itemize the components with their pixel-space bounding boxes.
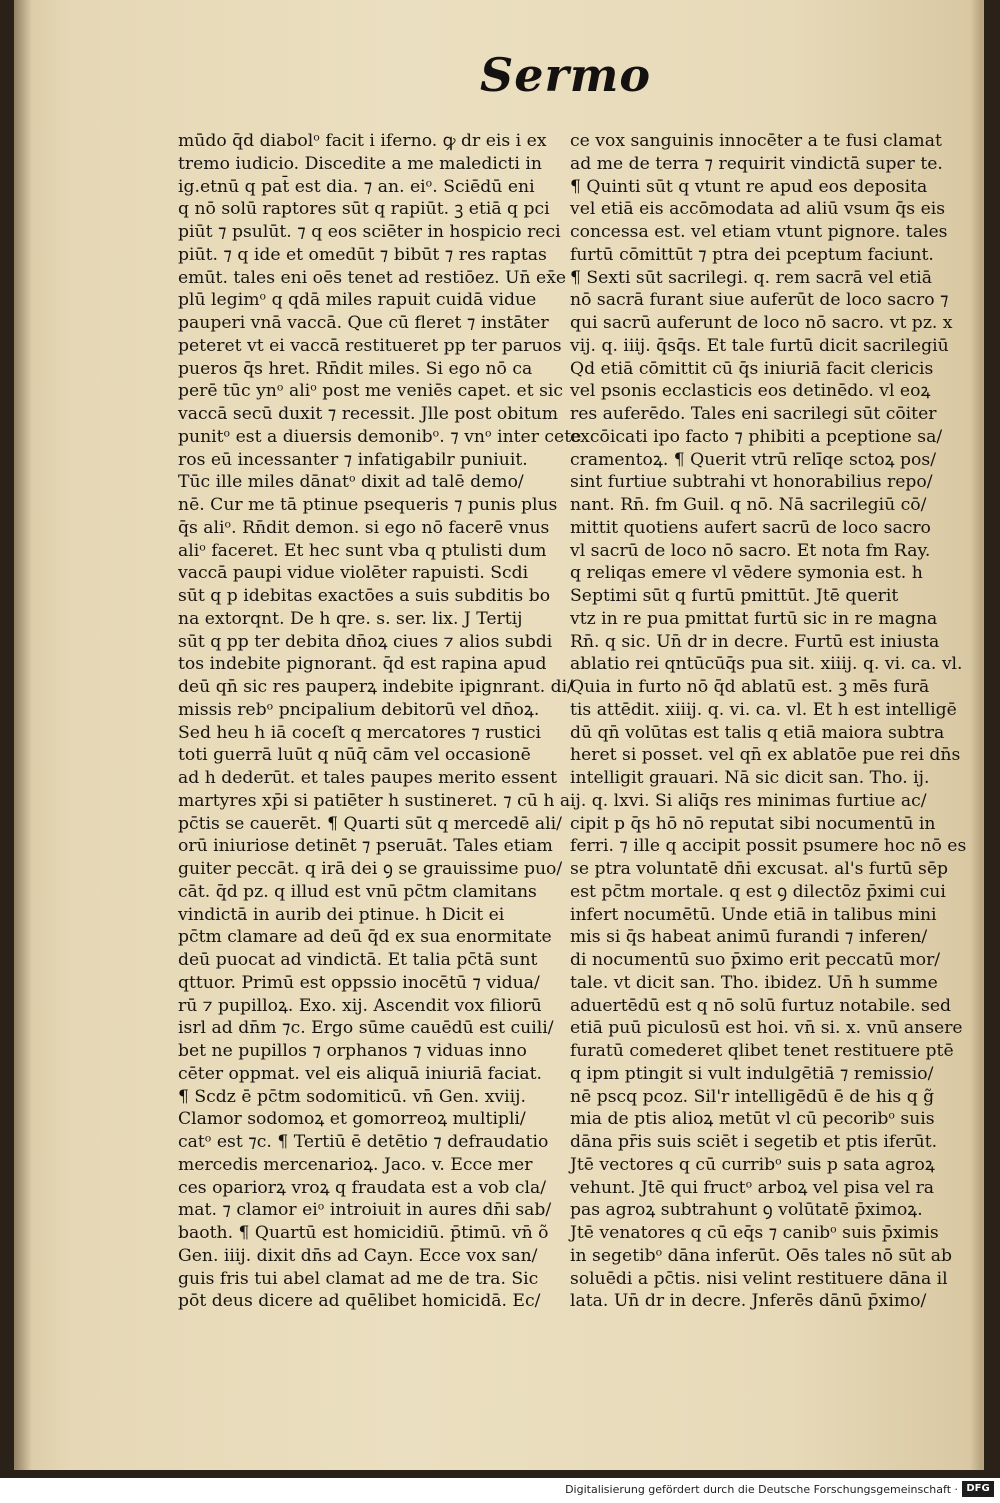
- text-line: pc̄tm clamare ad deū q̄d ex sua enormitate: [178, 927, 552, 948]
- text-line: excōicati ipo facto ⁊ phibiti a pceptione sa/: [570, 426, 943, 447]
- text-line: guiter peccāt. q irā dei ꝯ se grauissime puo/: [178, 859, 563, 879]
- text-line: Rn̄. q sic. Un̄ dr in decre. Furtū est iniusta: [570, 631, 940, 652]
- text-line: ij. q. lxvi. Si aliq̄s res minimas furtiue ac/: [570, 790, 927, 811]
- text-line: mia de ptis alioꝝ metūt vl cū pecoribᵒ suis: [570, 1109, 935, 1130]
- text-line: nē pscq pcoz. Sil'r intelligēdū ē de his q g̃: [570, 1086, 935, 1107]
- text-line: se ptra voluntatē dn̄i excusat. al's furtū sēp: [570, 859, 949, 879]
- text-line: tis attēdit. xiiij. q. vi. ca. vl. Et h est intelligē: [570, 699, 957, 720]
- text-line: cipit p q̄s hō nō reputat sibi nocumentū in: [570, 813, 936, 834]
- text-line: emūt. tales eni oēs tenet ad restiōez. Un̄ ex̄e: [178, 267, 567, 288]
- text-line: sint furtiue subtrahi vt honorabilius repo/: [570, 472, 933, 493]
- text-line: aliᵒ faceret. Et hec sunt vba q ptulisti dum: [178, 540, 547, 561]
- text-line: nant. Rn̄. fm Guil. q nō. Nā sacrilegiū cō/: [570, 495, 927, 515]
- text-line: orū iniuriose detinēt ⁊ pseruāt. Tales etiam: [178, 836, 553, 857]
- text-line: q̄s aliᵒ. Rn̄dit demon. si ego nō facerē vnus: [178, 517, 550, 538]
- text-line: piūt. ⁊ q ide et omedūt ⁊ bibūt ⁊ res raptas: [178, 244, 547, 265]
- text-line: bet ne pupillos ⁊ orphanos ⁊ viduas inno: [178, 1041, 527, 1061]
- text-line: ferri. ⁊ ille q accipit possit psumere hoc nō es: [570, 836, 967, 857]
- text-line: vtz in re pua pmittat furtū sic in re magna: [570, 608, 938, 629]
- text-line: tremo iudicio. Discedite a me maledicti in: [178, 153, 542, 174]
- text-line: ros eū incessanter ⁊ infatigabilr puniuit.: [178, 449, 528, 470]
- text-line: furatū comederet qlibet tenet restituere ptē: [570, 1041, 954, 1061]
- text-line: mercedis mercenarioꝝ. Jaco. v. Ecce mer: [178, 1154, 533, 1175]
- text-line: q nō solū raptores sūt q rapiūt. ꝫ etiā q pci: [178, 199, 550, 220]
- dfg-logo: DFG: [962, 1481, 994, 1497]
- text-line: baoth. ¶ Quartū est homicidiū. p̄timū. vn̄ õ: [178, 1223, 549, 1243]
- text-line: deū qn̄ sic res pauperꝝ indebite ipignrant. di/: [178, 677, 573, 697]
- text-line: plū legimᵒ q qdā miles rapuit cuidā vidue: [178, 290, 537, 311]
- text-line: dāna pr̄is suis sciēt i segetib et ptis iferūt.: [570, 1132, 938, 1152]
- text-line: nē. Cur me tā ptinue psequeris ⁊ punis plus: [178, 495, 558, 515]
- text-line: Gen. iiij. dixit dn̄s ad Cayn. Ecce vox san/: [178, 1245, 538, 1266]
- text-line: infert nocumētū. Unde etiā in talibus mini: [570, 904, 937, 925]
- text-line: Quia in furto nō q̄d ablatū est. ꝫ mēs furā: [570, 677, 930, 697]
- text-line: peteret vt ei vaccā restitueret pp ter paruos: [178, 335, 562, 356]
- text-line: ablatio rei qntūcūq̄s pua sit. xiiij. q. vi. ca. vl.: [570, 654, 963, 675]
- text-line: vindictā in aurib dei ptinue. h Dicit ei: [178, 904, 505, 925]
- text-line: martyres xp̄i si patiēter h sustineret. ⁊ cū h a: [178, 790, 571, 811]
- text-line: ¶ Scdz ē pc̄tm sodomiticū. vn̄ Gen. xviij.: [178, 1086, 526, 1107]
- text-line: vel etiā eis accōmodata ad aliū vsum q̄s eis: [570, 199, 946, 220]
- text-line: di nocumentū suo p̄ximo erit peccatū mor/: [570, 950, 941, 970]
- left-text-column: [178, 130, 582, 1313]
- text-line: furtū cōmittūt ⁊ ptra dei pceptum faciunt.: [570, 244, 934, 265]
- text-line: pueros q̄s hret. Rn̄dit miles. Si ego nō ca: [178, 358, 533, 379]
- text-line: cēter oppmat. vel eis aliquā iniuriā faciat.: [178, 1063, 543, 1084]
- text-line: q reliqas emere vl vēdere symonia est. h: [570, 563, 923, 584]
- text-line: concessa est. vel etiam vtunt pignore. tales: [570, 222, 948, 242]
- text-line: res auferēdo. Tales eni sacrilegi sūt cōiter: [570, 404, 937, 424]
- right-text-column: [570, 130, 967, 1313]
- text-line: in segetibᵒ dāna inferūt. Oēs tales nō sūt ab: [570, 1245, 952, 1266]
- text-line: ¶ Sexti sūt sacrilegi. q. rem sacrā vel etiā: [570, 267, 933, 288]
- text-line: Jtē vectores q cū curribᵒ suis p sata agroꝝ: [570, 1154, 935, 1175]
- text-line: ces opariorꝝ vroꝝ q fraudata est a vob cla/: [178, 1177, 547, 1198]
- text-line: heret si posset. vel qn̄ ex ablatōe pue rei dn̄s: [570, 745, 961, 766]
- text-line: vl sacrū de loco nō sacro. Et nota fm Ray.: [570, 540, 931, 561]
- running-head: Sermo: [480, 48, 652, 102]
- text-line: deū puocat ad vindictā. Et talia pc̄tā sunt: [178, 950, 538, 970]
- text-line: ad me de terra ⁊ requirit vindictā super te.: [570, 153, 943, 174]
- text-line: Septimi sūt q furtū pmittūt. Jtē querit: [570, 586, 899, 606]
- text-line: cāt. q̄d pz. q illud est vnū pc̄tm clamitans: [178, 881, 537, 902]
- text-line: perē tūc ynᵒ aliᵒ post me veniēs capet. et sic: [178, 381, 564, 402]
- text-line: vaccā paupi vidue violēter rapuisti. Scdi: [178, 563, 529, 584]
- text-line: etiā puū piculosū est hoi. vn̄ si. x. vnū ansere: [570, 1018, 963, 1039]
- text-line: punitᵒ est a diuersis demonibᵒ. ⁊ vnᵒ inter cete: [178, 426, 582, 447]
- text-line: piūt ⁊ psulūt. ⁊ q eos sciēter in hospicio reci: [178, 222, 561, 242]
- text-line: q ipm ptingit si vult indulgētiā ⁊ remissio/: [570, 1063, 934, 1084]
- text-line: Jtē venatores q cū eq̄s ⁊ canibᵒ suis p̄ximis: [570, 1223, 939, 1243]
- text-line: rū ⁊ pupilloꝝ. Exo. xij. Ascendit vox filiorū: [178, 995, 542, 1016]
- text-line: Qd etiā cōmittit cū q̄s iniuriā facit clericis: [570, 358, 934, 379]
- text-line: cramentoꝝ. ¶ Querit vtrū relīqe sctoꝝ pos/: [570, 449, 937, 470]
- text-line: missis rebᵒ pncipalium debitorū vel dn̄oꝝ.: [178, 699, 540, 720]
- text-line: aduertēdū est q nō solū furtuz notabile. sed: [570, 995, 952, 1016]
- spine-shadow: [14, 0, 32, 1470]
- text-line: vij. q. iiij. q̄sq̄s. Et tale furtū dicit sacrilegiū: [570, 335, 949, 356]
- text-line: sūt q p idebitas exactōes a suis subditis bo: [178, 586, 551, 606]
- text-line: toti guerrā luūt q nūq̄ cām vel occasionē: [178, 745, 531, 766]
- text-line: nō sacrā furant siue auferūt de loco sacro ⁊: [570, 290, 949, 311]
- text-line: est pc̄tm mortale. q est ꝯ dilectōz p̄ximi cui: [570, 881, 946, 902]
- text-line: mūdo q̄d diabolᵒ facit i iferno. ꝙ dr eis i ex: [178, 131, 547, 151]
- text-line: vel psonis ecclasticis eos detinēdo. vl eoꝝ: [570, 381, 931, 402]
- text-line: Tūc ille miles dānatᵒ dixit ad talē demo/: [178, 472, 524, 493]
- text-line: qui sacrū auferunt de loco nō sacro. vt pz. x: [570, 313, 953, 333]
- text-line: isrl ad dn̄m ⁊c. Ergo sūme cauēdū est cuili/: [178, 1018, 554, 1039]
- text-line: soluēdi a pc̄tis. nisi velint restituere dāna il: [570, 1268, 948, 1289]
- text-line: ce vox sanguinis innocēter a te fusi clamat: [570, 131, 942, 151]
- text-line: Sed heu h iā coceſt q mercatores ⁊ rustici: [178, 722, 542, 743]
- text-line: intelligit grauari. Nā sic dicit san. Tho. ij.: [570, 768, 930, 788]
- text-line: dū qn̄ volūtas est talis q etiā maiora subtra: [570, 722, 945, 743]
- text-line: mittit quotiens aufert sacrū de loco sacro: [570, 517, 931, 538]
- text-line: na extorqnt. De h qre. s. ser. lix. J Tertij: [178, 608, 523, 629]
- text-line: pōt deus dicere ad quēlibet homicidā. Ec/: [178, 1291, 541, 1312]
- text-line: Clamor sodomoꝝ et gomorreoꝝ multipli/: [178, 1109, 526, 1130]
- text-line: pas agroꝝ subtrahunt ꝯ volūtatē p̄ximoꝝ.: [570, 1200, 923, 1221]
- text-line: guis fris tui abel clamat ad me de tra. Sic: [178, 1268, 539, 1289]
- text-line: mis si q̄s habeat animū furandi ⁊ inferen/: [570, 927, 928, 948]
- text-line: vehunt. Jtē qui fructᵒ arboꝝ vel pisa vel ra: [570, 1177, 935, 1198]
- text-line: ad h dederūt. et tales paupes merito essent: [178, 768, 557, 788]
- text-line: lata. Un̄ dr in decre. Jnferēs dānū p̄ximo/: [570, 1291, 927, 1312]
- text-line: tos indebite pignorant. q̄d est rapina apud: [178, 654, 547, 675]
- text-line: pc̄tis se cauerēt. ¶ Quarti sūt q mercedē ali/: [178, 813, 562, 834]
- text-line: tale. vt dicit san. Tho. ibidez. Un̄ h summe: [570, 972, 938, 993]
- text-line: vaccā secū duxit ⁊ recessit. Jlle post obitum: [178, 404, 559, 424]
- text-line: mat. ⁊ clamor eiᵒ introiuit in aures dn̄i sab/: [178, 1200, 552, 1221]
- text-line: sūt q pp ter debita dn̄oꝝ ciues ⁊ alios subdi: [178, 631, 553, 652]
- footer-credit: Digitalisierung gefördert durch die Deutsche Forschungsgemeinschaft ·: [565, 1483, 958, 1496]
- text-line: ig.etnū q pat̄ est dia. ⁊ an. eiᵒ. Sciēdū eni: [178, 176, 535, 197]
- text-line: catᵒ est ⁊c. ¶ Tertiū ē detētio ⁊ defraudatio: [178, 1132, 549, 1152]
- text-line: qttuor. Primū est oppssio inocētū ⁊ vidua/: [178, 972, 540, 993]
- text-line: pauperi vnā vaccā. Que cū fleret ⁊ instāter: [178, 313, 549, 333]
- text-line: ¶ Quinti sūt q vtunt re apud eos deposita: [570, 176, 928, 197]
- page-edge: [970, 0, 982, 1470]
